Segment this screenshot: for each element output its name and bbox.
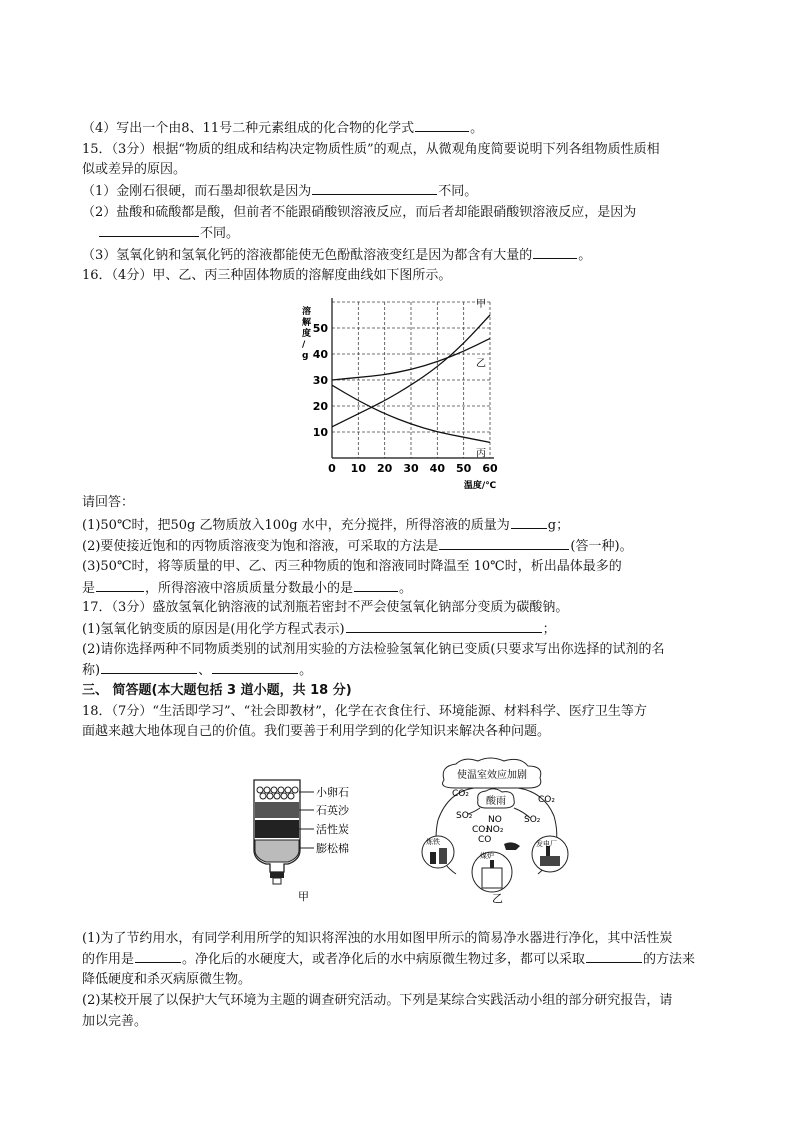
solubility-chart: [290, 292, 510, 492]
label-co2-left: CO₂: [452, 789, 469, 799]
air-pollution-figure: [412, 756, 582, 906]
y-axis-label: 溶解度/ g: [302, 307, 312, 361]
q18-part2-line1: (2)某校开展了以保护大气环境为主题的调查研究活动。下列是某综合实践活动小组的部分研究报告，请: [82, 993, 673, 1008]
label-pebbles: 小卵石: [316, 786, 349, 799]
label-co2-right: CO₂: [538, 795, 555, 805]
label-no: NO: [488, 815, 502, 825]
q15-stem-line2: 似或差异的原因。: [82, 162, 187, 177]
x-tick-label: 20: [377, 462, 393, 475]
answer-blank[interactable]: [101, 660, 197, 674]
answer-blank[interactable]: [415, 118, 469, 132]
answer-blank[interactable]: [586, 949, 642, 963]
series-line-1: [332, 315, 490, 427]
q18-stem-line2: 面越来越大地体现自己的价值。我们要善于利用学到的化学知识来解决各种问题。: [82, 724, 551, 739]
pebble-layer: [255, 786, 299, 800]
label-so2-right: SO₂: [524, 815, 541, 825]
label-co: CO: [478, 835, 492, 845]
x-tick-label: 40: [429, 462, 445, 475]
water-purifier-figure: [244, 772, 374, 906]
y-tick-label: 50: [312, 322, 328, 335]
y-tick-label: 20: [312, 400, 328, 413]
chart-grid: [332, 302, 490, 458]
q16-part1: (1)50℃时，把50g 乙物质放入100g 水中，充分搅拌，所得溶液的质量为 g；: [82, 515, 569, 535]
q18-part2-line2: 加以完善。: [82, 1014, 148, 1029]
label-co2-center: CO₂: [472, 825, 489, 835]
chart-labels: [302, 298, 498, 491]
q16-part3-line1: (3)50℃时，将等质量的甲、乙、丙三种物质的饱和溶液同时降温至 10℃时，析出晶体最多的: [82, 559, 622, 574]
label-no2: NO₂: [486, 825, 504, 835]
x-tick-label: 30: [403, 462, 419, 475]
answer-blank[interactable]: [212, 660, 298, 674]
series-label-2: 乙: [476, 358, 486, 370]
cotton-layer: [255, 840, 299, 862]
answer-blank[interactable]: [511, 515, 547, 529]
svg-text:炼铁: 炼铁: [426, 838, 440, 846]
q16-part2: (2)要使接近饱和的丙物质溶液变为饱和溶液，可采取的方法是 (答一种)。: [82, 536, 633, 556]
label-greenhouse: 使温室效应加剧: [457, 770, 527, 781]
label-so2-left: SO₂: [456, 811, 473, 821]
section-3-title: 三、 简答题(本大题包括 3 道小题，共 18 分): [82, 683, 352, 698]
answer-blank[interactable]: [312, 181, 437, 195]
y-tick-label: 10: [312, 426, 328, 439]
q15-stem-line1: 15．（3分）根据“物质的组成和结构决定物质性质”的观点，从微观角度简要说明下列各组物质性质相: [82, 142, 660, 157]
x-tick-label: 10: [350, 462, 366, 475]
label-acid-rain: 酸雨: [486, 796, 506, 807]
label-quartz-sand: 石英沙: [316, 804, 349, 817]
q15-part2: （2）盐酸和硫酸都是酸，但前者不能跟硝酸钡溶液反应，而后者却能跟硝酸钡溶液反应，是因为: [82, 205, 637, 220]
answer-blank[interactable]: [346, 619, 542, 633]
q15-part2-cont: 不同。: [98, 223, 239, 243]
y-tick-label: 30: [312, 374, 328, 387]
q16-part3-line2: 是 ，所得溶液中溶质质量分数最小的是 。: [82, 578, 412, 598]
answer-blank[interactable]: [354, 578, 398, 592]
label-activated-carbon: 活性炭: [316, 823, 349, 836]
q18-part1-line1: (1)为了节约用水，有同学利用所学的知识将浑浊的水用如图甲所示的简易净水器进行净化，其中活性炭: [82, 931, 673, 946]
x-tick-label: 60: [482, 462, 498, 475]
q17-part2-line1: (2)请你选择两种不同物质类别的试剂用实验的方法检验氢氧化钠已变质(只要求写出你选择的试剂的名: [82, 642, 665, 657]
answer-blank[interactable]: [439, 536, 569, 550]
q18-part1-line3: 降低硬度和杀灭病原微生物。: [82, 972, 252, 987]
label-cotton: 膨松棉: [316, 842, 349, 855]
q17-part1: (1)氢氧化钠变质的原因是(用化学方程式表示) ；: [82, 619, 556, 639]
series-label-3: 丙: [476, 448, 486, 460]
q18-part1-line2: 的作用是 。净化后的水硬度大，或者净化后的水中病原微生物过多，都可以采取 的方法来: [82, 949, 695, 969]
x-tick-label: 0: [328, 462, 336, 475]
x-axis-label: 温度/℃: [463, 481, 497, 491]
figure-caption-a: 甲: [298, 890, 309, 903]
q17-part2-line2: 称) 、 。: [82, 660, 312, 680]
q17-stem: 17．（3分）盛放氢氧化钠溶液的试剂瓶若密封不严会使氢氧化钠部分变质为碳酸钠。: [82, 600, 569, 615]
answer-blank[interactable]: [96, 578, 144, 592]
quartz-sand-layer: [255, 802, 299, 818]
q15-part3: （3）氢氧化钠和氢氧化钙的溶液都能使无色酚酞溶液变红是因为都含有大量的 。: [82, 245, 591, 265]
q14-part4: （4）写出一个由8、11号二种元素组成的化合物的化学式 。: [82, 118, 483, 138]
figure-caption-b: 乙: [492, 892, 503, 905]
answer-blank[interactable]: [533, 245, 577, 259]
svg-text:发电厂: 发电厂: [536, 840, 557, 848]
series-label-1: 甲: [476, 299, 486, 310]
q16-stem: 16．（4分）甲、乙、丙三种固体物质的溶解度曲线如下图所示。: [82, 268, 452, 283]
activated-carbon-layer: [255, 820, 299, 838]
q16-answer-prompt: 请回答：: [82, 495, 135, 510]
q15-part1: （1）金刚石很硬，而石墨却很软是因为 不同。: [82, 181, 477, 201]
answer-blank[interactable]: [135, 949, 181, 963]
y-tick-label: 40: [312, 348, 328, 361]
car-icon: [504, 842, 520, 850]
x-tick-label: 50: [456, 462, 472, 475]
q18-stem-line1: 18．（7分）“生活即学习”、“社会即教材”，化学在衣食住行、环境能源、材料科学、医疗卫生等方: [82, 704, 647, 719]
svg-text:煤炉: 煤炉: [480, 852, 494, 860]
answer-blank[interactable]: [99, 223, 199, 237]
